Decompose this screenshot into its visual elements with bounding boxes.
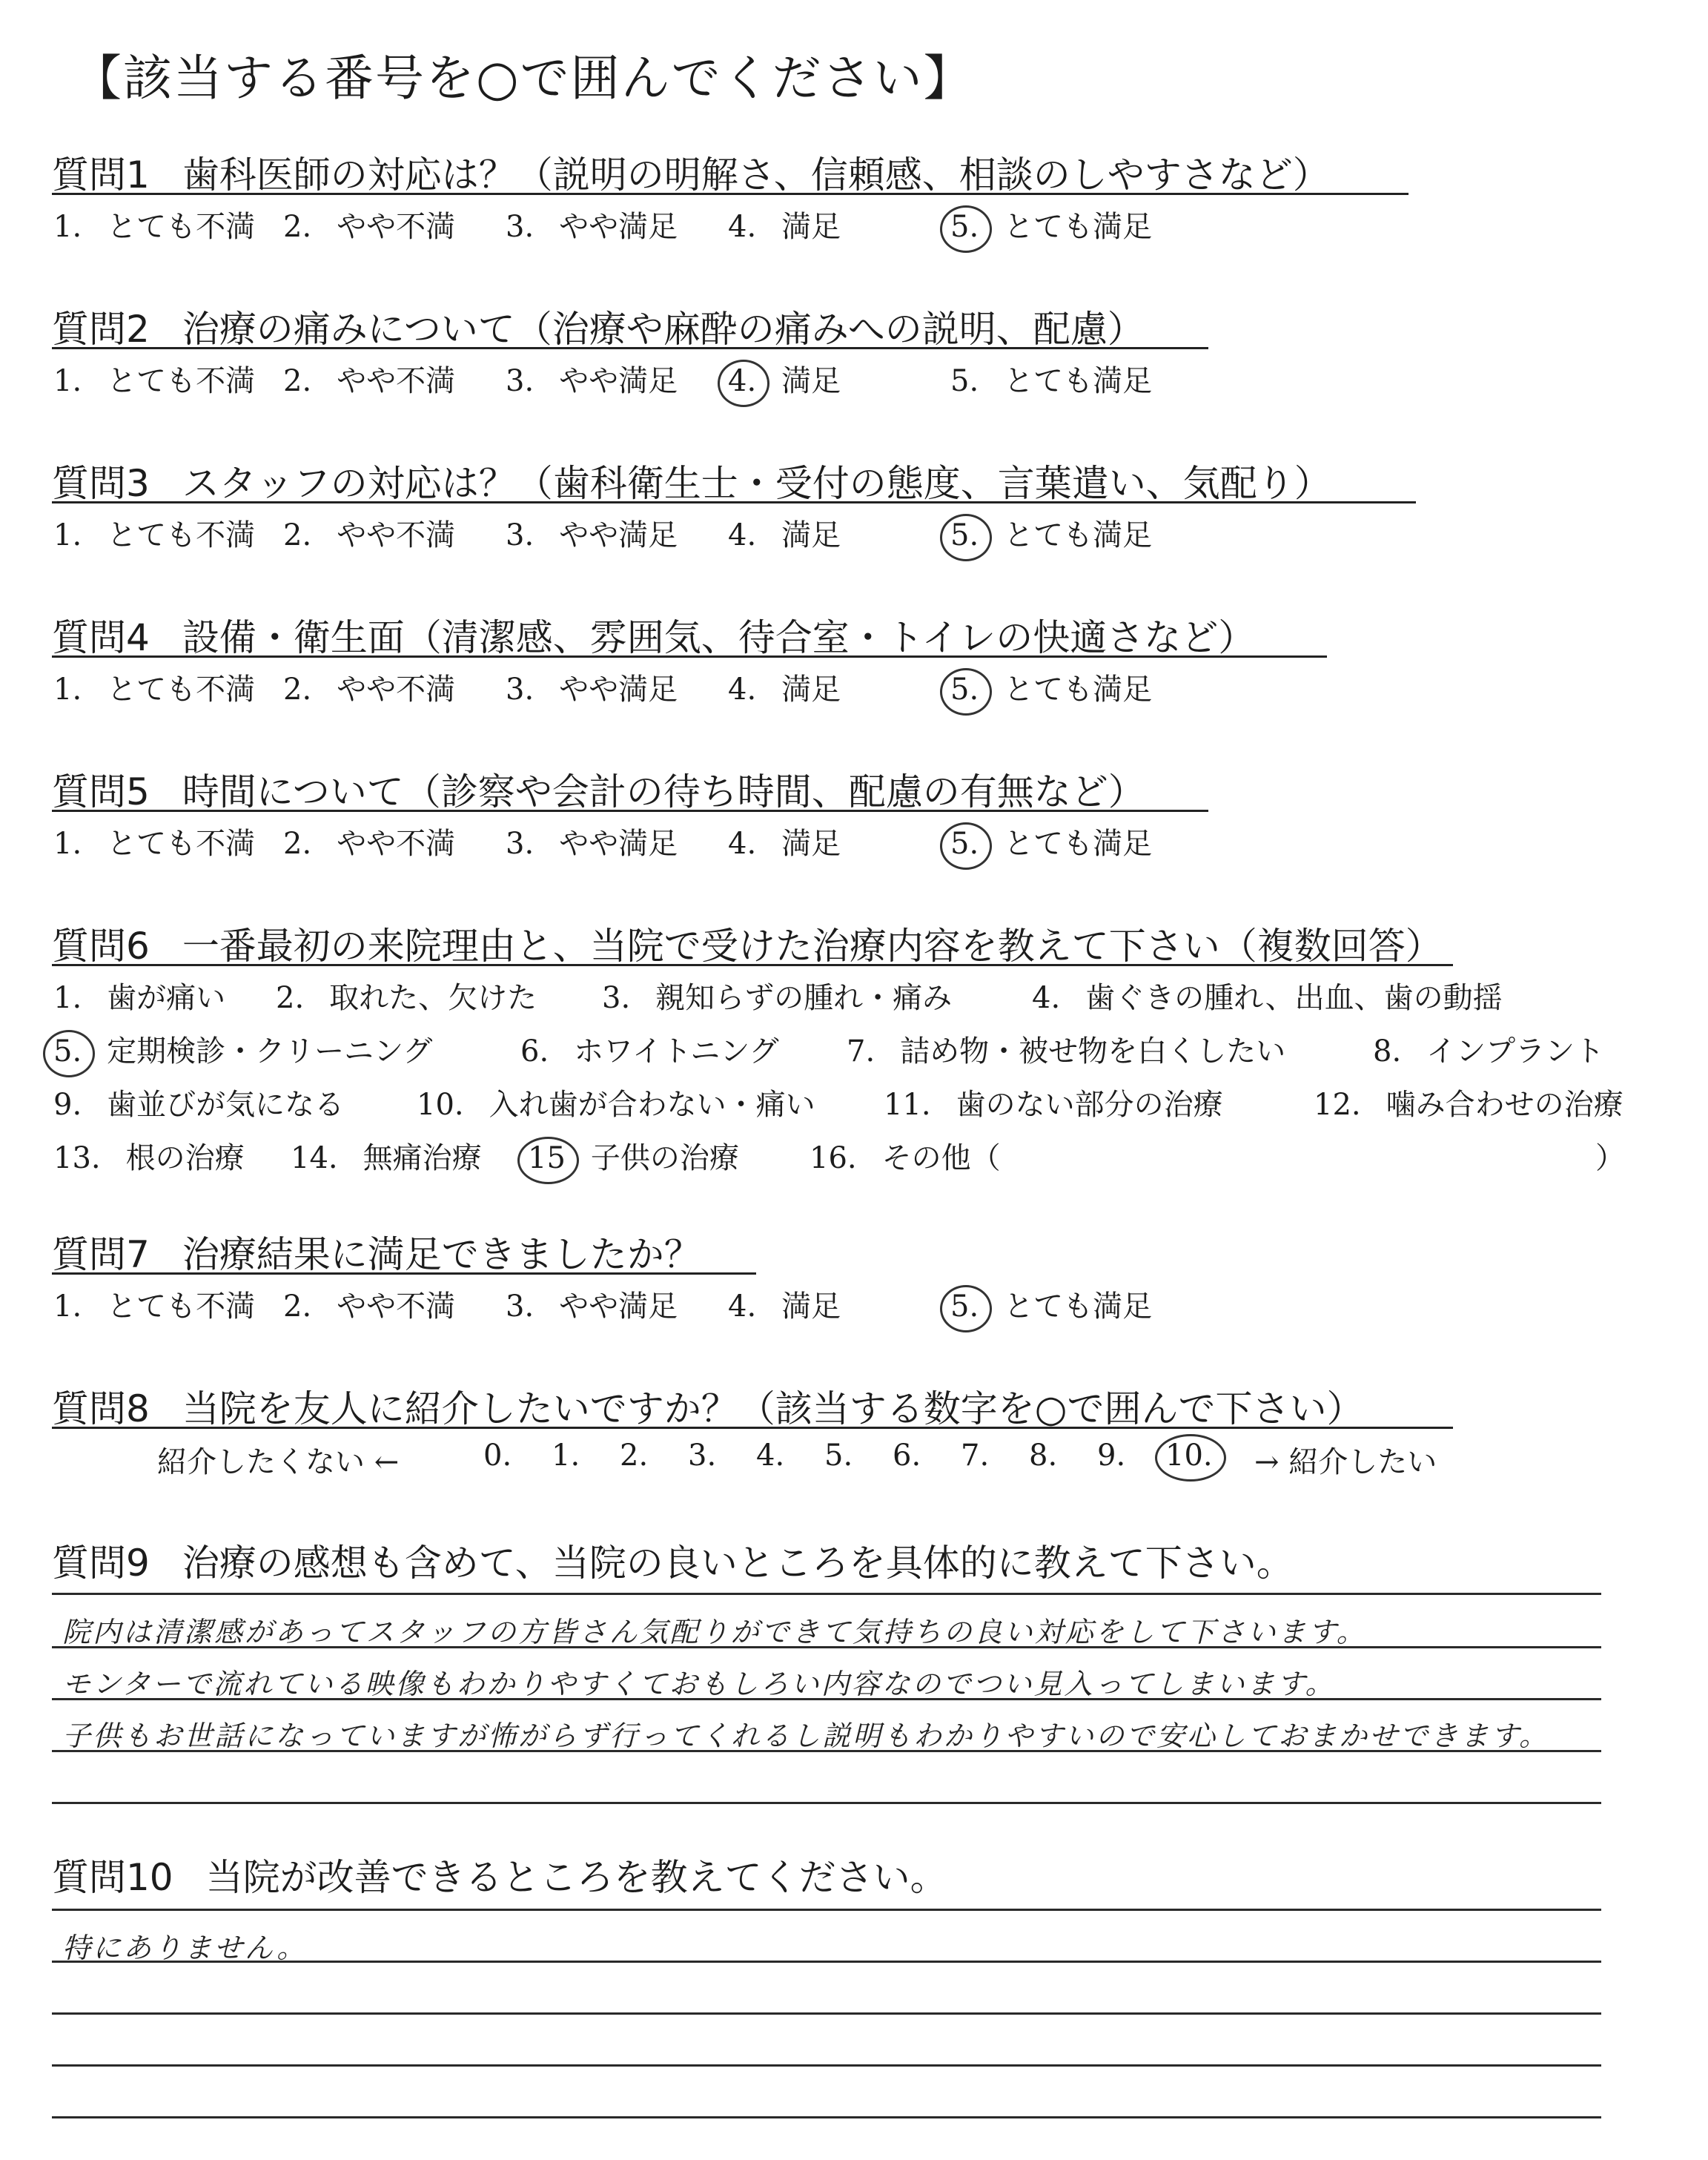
answer-rule [52,1646,1601,1648]
option-label: とても満足 [1004,210,1153,244]
option-label: やや不満 [337,210,456,244]
option-label: 親知らずの腫れ・痛み [655,981,953,1015]
heading-underline [52,1427,1453,1429]
question-number: 質問2 [52,308,150,351]
option-label: 歯ぐきの腫れ、出血、歯の動揺 [1085,981,1503,1015]
option-number: 4. [1032,981,1061,1015]
option-number: 1. [53,210,82,244]
option-item[interactable] [1032,974,1503,1017]
option-label: 満足 [781,827,841,861]
answer-rule [52,1593,1601,1595]
option-item[interactable] [53,974,225,1017]
answer-rule [52,1802,1601,1804]
scale-option[interactable] [620,1439,648,1473]
scale-option[interactable] [756,1439,784,1473]
option-item[interactable] [291,1135,482,1177]
option-item[interactable] [283,203,455,245]
option-number: 5. [53,1034,82,1069]
answer-rule [52,2012,1601,2015]
option-label: とても不満 [107,1289,256,1324]
option-label: とても不満 [107,518,256,552]
answer-rule [52,1698,1601,1700]
option-number: 4. [728,827,757,861]
option-number: 5. [950,210,979,244]
answer-rule [52,1909,1601,1911]
scale-right-label: → 紹介したい [1254,1445,1437,1479]
question-number: 質問5 [52,770,150,813]
question-text: 一番最初の来院理由と、当院で受けた治療内容を教えて下さい（複数回答） [182,925,1443,968]
question-text: 当院が改善できるところを教えてください。 [205,1856,947,1899]
question-7-heading [52,1225,701,1278]
scale-number: 7. [961,1439,990,1473]
answer-rule [52,2064,1601,2067]
option-label: 入れ歯が合わない・痛い [489,1088,815,1122]
other-close-paren: ） [1595,1141,1625,1175]
question-text: 治療の感想も含めて、当院の良いところを具体的に教えて下さい。 [182,1542,1294,1585]
option-number: 13. [53,1141,101,1175]
option-number: 14. [291,1141,338,1175]
question-1-heading [52,145,1330,199]
option-item[interactable] [810,1135,1001,1177]
option-label: 詰め物・被せ物を白くしたい [900,1034,1286,1069]
option-number: 2. [283,518,312,552]
option-label: とても満足 [1004,364,1153,398]
answer-handwriting: モンターで流れている映像もわかりやすくておもしろい内容なのでつい見入ってしまいます。 [62,1668,1336,1700]
option-label: 満足 [781,1289,841,1324]
option-label: 無痛治療 [363,1141,482,1175]
scale-option[interactable] [893,1439,921,1473]
option-number: 1. [53,673,82,707]
question-5-heading [52,762,1145,816]
question-4-heading [52,608,1255,661]
question-text: スタッフの対応は？（歯科衛生士・受付の態度、言葉遣い、気配り） [182,462,1331,505]
option-number: 2. [283,673,312,707]
scale-number: 1. [552,1439,580,1473]
option-item[interactable] [283,357,455,400]
question-number: 質問4 [52,616,150,659]
scale-number: 8. [1029,1439,1058,1473]
heading-underline [52,193,1409,195]
option-item[interactable] [728,357,841,400]
option-item[interactable] [950,203,1152,245]
option-label: 満足 [781,673,841,707]
option-number: 4. [728,1289,757,1324]
scale-option[interactable] [483,1439,512,1473]
option-number: 7. [847,1034,875,1069]
option-label: その他（ [881,1141,1001,1175]
option-item[interactable] [53,1028,432,1070]
option-number: 8. [1373,1034,1402,1069]
option-label: とても不満 [107,364,256,398]
option-item[interactable] [283,512,455,554]
option-item[interactable] [884,1081,1223,1123]
scale-option[interactable] [688,1439,716,1473]
page-title: 【該当する番号を○で囲んでください】 [73,50,974,107]
option-label: とても不満 [107,673,256,707]
option-item[interactable] [53,666,255,708]
option-item[interactable] [506,1283,678,1325]
option-number: 5. [950,1289,979,1324]
answer-rule [52,2116,1601,2118]
option-number: 2. [276,981,305,1015]
option-number: 5. [950,827,979,861]
answer-rule [52,1750,1601,1752]
option-label: 根の治療 [125,1141,245,1175]
option-label: 噛み合わせの治療 [1386,1088,1623,1122]
scale-option[interactable] [1097,1439,1125,1473]
question-text: 歯科医師の対応は？（説明の明解さ、信頼感、相談のしやすさなど） [182,153,1330,196]
option-item[interactable] [950,357,1152,400]
option-item[interactable] [506,820,678,862]
option-number: 2. [283,1289,312,1324]
option-label: とても不満 [107,827,256,861]
option-item[interactable] [53,1283,255,1325]
option-item[interactable] [506,512,678,554]
option-number: 3. [602,981,631,1015]
option-item[interactable] [728,203,841,245]
scale-option[interactable] [1029,1439,1057,1473]
option-number: 3. [506,673,534,707]
option-item[interactable] [506,666,678,708]
answer-handwriting: 子供もお世話になっていますが怖がらず行ってくれるし説明もわかりやすいので安心しておまかせできます。 [62,1720,1549,1752]
option-label: 満足 [781,518,841,552]
question-2-heading [52,300,1145,353]
option-label: やや満足 [559,364,678,398]
question-text: 設備・衛生面（清潔感、雰囲気、待合室・トイレの快適さなど） [182,616,1256,659]
scale-option[interactable] [1165,1439,1213,1473]
option-number: 1. [53,364,82,398]
scale-left-label: 紹介したくない ← [157,1445,400,1479]
scale-number: 10. [1165,1439,1213,1473]
heading-underline [52,655,1327,658]
scale-number: 6. [893,1439,921,1473]
option-item[interactable] [950,512,1152,554]
option-item[interactable] [950,820,1152,862]
option-item[interactable] [1314,1081,1623,1123]
question-number: 質問10 [52,1856,173,1899]
option-label: 歯並びが気になる [107,1088,345,1122]
option-item[interactable] [602,974,952,1017]
option-item[interactable] [847,1028,1285,1070]
option-number: 9. [53,1088,82,1122]
option-label: やや不満 [337,364,456,398]
option-number: 3. [506,518,534,552]
question-text: 治療結果に満足できましたか？ [182,1233,701,1276]
option-number: 5. [950,364,979,398]
question-number: 質問1 [52,153,150,196]
scale-number: 5. [824,1439,853,1473]
option-number: 3. [506,364,534,398]
option-label: 満足 [781,210,841,244]
option-number: 3. [506,827,534,861]
option-item[interactable] [53,203,255,245]
option-label: やや不満 [337,518,456,552]
option-item[interactable] [276,974,537,1017]
option-number: 4. [728,210,757,244]
option-item[interactable] [53,1135,245,1177]
answer-handwriting: 院内は清潔感があってスタッフの方皆さん気配りができて気持ちの良い対応をして下さいます。 [62,1616,1367,1648]
option-item[interactable] [283,666,455,708]
option-label: とても満足 [1004,827,1153,861]
option-item[interactable] [728,666,841,708]
heading-underline [52,347,1208,349]
option-item[interactable] [728,512,841,554]
option-number: 4. [728,364,757,398]
heading-underline [52,964,1453,966]
option-label: 歯が痛い [107,981,226,1015]
option-number: 5. [950,673,979,707]
option-item[interactable] [1373,1028,1604,1070]
option-label: 定期検診・クリーニング [107,1034,433,1069]
option-label: とても満足 [1004,518,1153,552]
option-label: とても満足 [1004,1289,1153,1324]
option-number: 1. [53,518,82,552]
option-item[interactable] [950,666,1152,708]
option-number: 1. [53,827,82,861]
answer-rule [52,1961,1601,1963]
option-label: とても満足 [1004,673,1153,707]
option-label: とても不満 [107,210,256,244]
question-text: 治療の痛みについて（治療や麻酔の痛みへの説明、配慮） [182,308,1145,351]
question-number: 質問6 [52,925,150,968]
question-10-heading [52,1848,947,1901]
heading-underline [52,1272,756,1275]
question-6-heading [52,916,1443,970]
option-label: やや不満 [337,1289,456,1324]
option-item[interactable] [53,820,255,862]
option-number: 2. [283,210,312,244]
option-item[interactable] [728,1283,841,1325]
option-number: 3. [506,1289,534,1324]
option-label: ホワイトニング [574,1034,779,1069]
option-item[interactable] [283,820,455,862]
option-item[interactable] [528,1135,739,1177]
question-number: 質問7 [52,1233,150,1276]
option-item[interactable] [417,1081,815,1123]
option-item[interactable] [283,1283,455,1325]
option-number: 2. [283,827,312,861]
option-label: 取れた、欠けた [329,981,537,1015]
scale-option[interactable] [552,1439,580,1473]
option-number: 4. [728,518,757,552]
option-item[interactable] [520,1028,779,1070]
heading-underline [52,501,1416,503]
option-item[interactable] [53,357,255,400]
question-3-heading [52,454,1331,507]
option-item[interactable] [506,203,678,245]
scale-number: 2. [620,1439,649,1473]
option-label: やや不満 [337,827,456,861]
option-number: 16. [810,1141,857,1175]
option-item[interactable] [950,1283,1152,1325]
scale-option[interactable] [961,1439,989,1473]
option-label: やや不満 [337,673,456,707]
option-number: 1. [53,1289,82,1324]
scale-option[interactable] [824,1439,853,1473]
option-item[interactable] [728,820,841,862]
answer-handwriting: 特にありません。 [62,1932,308,1964]
scale-number: 9. [1097,1439,1126,1473]
option-label: やや満足 [559,1289,678,1324]
question-text: 時間について（診察や会計の待ち時間、配慮の有無など） [182,770,1145,813]
option-number: 12. [1314,1088,1361,1122]
question-number: 質問9 [52,1542,150,1585]
heading-underline [52,810,1208,812]
option-number: 15 [528,1141,566,1175]
scale-number: 0. [483,1439,512,1473]
option-item[interactable] [506,357,678,400]
question-number: 質問8 [52,1387,150,1430]
question-text: 当院を友人に紹介したいですか？（該当する数字を○で囲んで下さい） [182,1387,1364,1430]
option-label: 歯のない部分の治療 [956,1088,1223,1122]
option-number: 5. [950,518,979,552]
option-number: 3. [506,210,534,244]
option-number: 2. [283,364,312,398]
option-label: やや満足 [559,827,678,861]
option-number: 4. [728,673,757,707]
option-label: 満足 [781,364,841,398]
scale-number: 4. [756,1439,785,1473]
option-label: 子供の治療 [590,1141,739,1175]
option-number: 6. [520,1034,549,1069]
option-number: 1. [53,981,82,1015]
option-label: やや満足 [559,210,678,244]
option-item[interactable] [53,512,255,554]
scale-number: 3. [688,1439,717,1473]
question-8-heading [52,1379,1363,1433]
option-item[interactable] [53,1081,344,1123]
option-label: インプラント [1426,1034,1605,1069]
option-label: やや満足 [559,518,678,552]
option-label: やや満足 [559,673,678,707]
option-number: 10. [417,1088,464,1122]
question-9-heading [52,1533,1294,1587]
question-number: 質問3 [52,462,150,505]
option-number: 11. [884,1088,931,1122]
